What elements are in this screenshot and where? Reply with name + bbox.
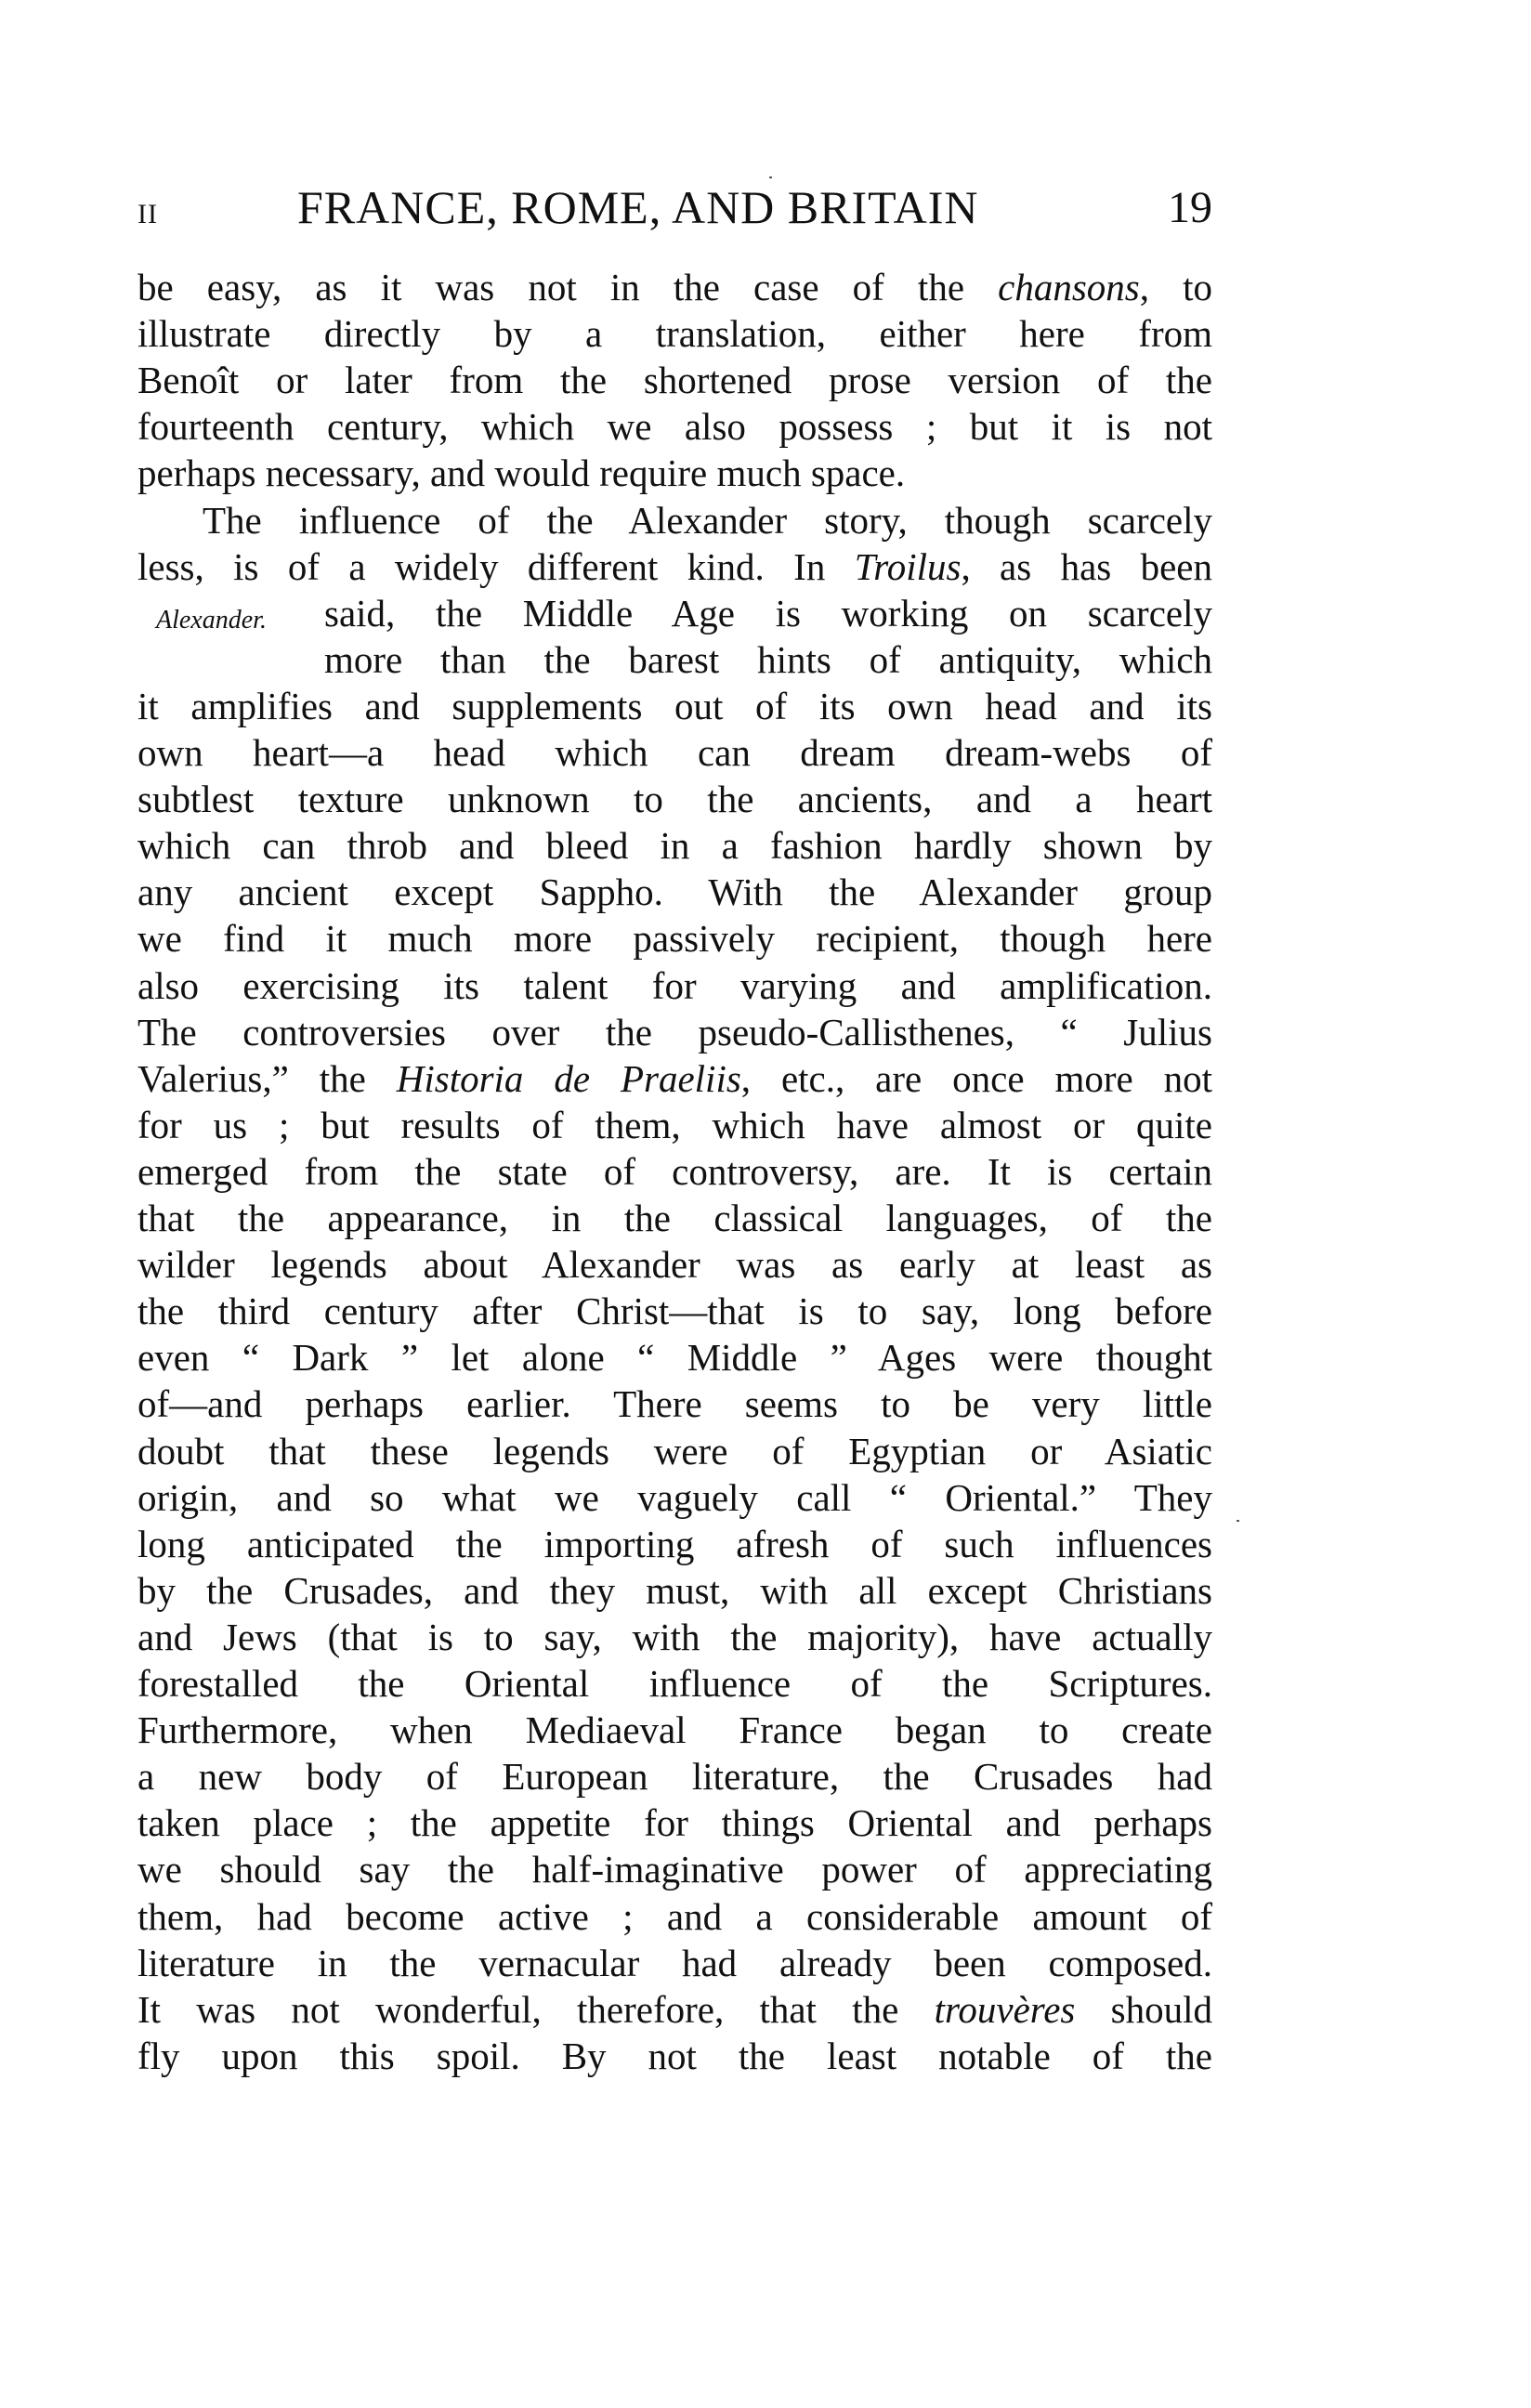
text-run: for us ; but results of them, which have almost or quite xyxy=(137,1103,1212,1146)
text-line xyxy=(137,1567,1212,1614)
text-run: , etc., are once more not xyxy=(740,1056,1213,1100)
running-title: FRANCE, ROME, AND BRITAIN xyxy=(297,181,979,233)
text-run: by the Crusades, and they must, with all except Christians xyxy=(137,1568,1212,1612)
text-line xyxy=(203,497,1212,543)
text-run: the third century after Christ—that is to say, long before xyxy=(137,1289,1212,1333)
text-line xyxy=(137,1707,1212,1753)
text-line xyxy=(137,1986,1212,2033)
text-line xyxy=(137,869,1212,915)
text-line xyxy=(137,729,1212,776)
text-line xyxy=(137,450,1212,496)
text-run: a new body of European literature, the Crusades had xyxy=(137,1755,1212,1799)
text-run: wilder legends about Alexander was as early at least as xyxy=(137,1243,1212,1287)
text-line xyxy=(137,962,1212,1009)
text-run: also exercising its talent for varying and amplification. xyxy=(137,963,1212,1007)
text-line xyxy=(137,1893,1212,1940)
text-line xyxy=(137,264,1212,310)
text-line xyxy=(137,1195,1212,1241)
text-run: be easy, as it was not in the case of the xyxy=(137,266,999,308)
text-run: of—and perhaps earlier. There seems to be very little xyxy=(137,1382,1212,1426)
text-line xyxy=(137,1660,1212,1707)
page-number: 19 xyxy=(1168,183,1212,232)
text-run: illustrate directly by a translation, either here from xyxy=(137,312,1212,356)
text-run: even “ Dark ” let alone “ Middle ” Ages were thought xyxy=(137,1336,1212,1380)
text-run: forestalled the Oriental influence of the Scriptures. xyxy=(137,1662,1212,1705)
text-line xyxy=(137,1102,1212,1148)
text-line xyxy=(137,1288,1212,1334)
text-run: which can throb and bleed in a fashion hardly shown by xyxy=(137,824,1212,868)
text-line xyxy=(137,310,1212,357)
text-run: we find it much more passively recipient, though here xyxy=(137,917,1212,961)
text-line xyxy=(137,1846,1212,1892)
italic-text: Troilus xyxy=(854,544,962,588)
text-line xyxy=(137,822,1212,869)
text-run: subtlest texture unknown to the ancients, and a heart xyxy=(137,778,1212,821)
text-line xyxy=(137,543,1212,590)
text-run: own heart—a head which can dream dream-webs of xyxy=(137,731,1212,774)
text-run: fly upon this spoil. By not the least notable of the xyxy=(137,2034,1212,2077)
chapter-number: II xyxy=(137,199,158,229)
text-run: fourteenth century, which we also possess ; but it is not xyxy=(137,405,1212,449)
text-line xyxy=(137,1055,1212,1102)
text-run: Valerius,” the xyxy=(137,1056,397,1100)
text-run: that the appearance, in the classical languages, of the xyxy=(137,1197,1212,1239)
text-run: , as has been xyxy=(961,544,1213,588)
text-run: The controversies over the pseudo-Callisthenes, “ Julius xyxy=(137,1010,1212,1054)
text-line xyxy=(137,2033,1212,2079)
text-run: perhaps necessary, and would require much space. xyxy=(137,452,906,495)
text-run: any ancient except Sappho. With the Alexander group xyxy=(137,870,1212,914)
text-line xyxy=(137,1940,1212,1986)
text-run: The influence of the Alexander story, though scarcely xyxy=(203,498,1212,542)
text-line xyxy=(324,636,1212,683)
text-run: It was not wonderful, therefore, that the xyxy=(137,1987,935,2031)
text-line xyxy=(137,1241,1212,1288)
text-run: it amplifies and supplements out of its own head and its xyxy=(137,684,1212,727)
text-run: , to xyxy=(1139,266,1212,308)
text-line xyxy=(137,357,1212,403)
text-run: said, the Middle Age is working on scarcely xyxy=(324,591,1212,635)
text-line xyxy=(137,1148,1212,1195)
text-run: more than the barest hints of antiquity, which xyxy=(324,637,1212,681)
text-line xyxy=(137,1474,1212,1521)
text-run: origin, and so what we vaguely call “ Oriental.” They xyxy=(137,1475,1212,1519)
scan-speck xyxy=(1237,1520,1239,1522)
text-line xyxy=(137,1614,1212,1660)
text-run: and Jews (that is to say, with the majority), have actually xyxy=(137,1615,1212,1658)
text-line xyxy=(137,1334,1212,1381)
text-run: Benoît or later from the shortened prose version of the xyxy=(137,359,1212,402)
text-run: should xyxy=(1075,1987,1212,2031)
marginal-note: Alexander. xyxy=(156,606,267,635)
text-run: emerged from the state of controversy, are. It is certain xyxy=(137,1149,1212,1193)
text-run: Furthermore, when Mediaeval France began to create xyxy=(137,1708,1212,1752)
text-line xyxy=(137,1521,1212,1567)
text-line xyxy=(137,1381,1212,1427)
text-line xyxy=(137,1009,1212,1055)
text-line xyxy=(324,590,1212,636)
text-run: we should say the half-imaginative power of appreciating xyxy=(137,1848,1212,1891)
text-line xyxy=(137,1753,1212,1799)
text-line xyxy=(137,1428,1212,1474)
text-line xyxy=(137,776,1212,822)
text-run: literature in the vernacular had already been composed. xyxy=(137,1941,1212,1984)
text-line xyxy=(137,915,1212,962)
text-run: less, is of a widely different kind. In xyxy=(137,544,855,588)
italic-text: Historia de Praeliis xyxy=(396,1056,741,1100)
text-line xyxy=(137,403,1212,450)
text-line xyxy=(137,1799,1212,1846)
scan-speck xyxy=(769,177,772,178)
italic-text: chansons xyxy=(998,266,1140,308)
text-run: doubt that these legends were of Egyptian or Asiatic xyxy=(137,1429,1212,1472)
text-run: taken place ; the appetite for things Oriental and perhaps xyxy=(137,1801,1212,1845)
text-line xyxy=(137,683,1212,729)
text-run: long anticipated the importing afresh of such influences xyxy=(137,1522,1212,1565)
italic-text: trouvères xyxy=(934,1987,1076,2031)
running-head xyxy=(137,180,1212,232)
text-run: them, had become active ; and a considerable amount of xyxy=(137,1894,1212,1938)
